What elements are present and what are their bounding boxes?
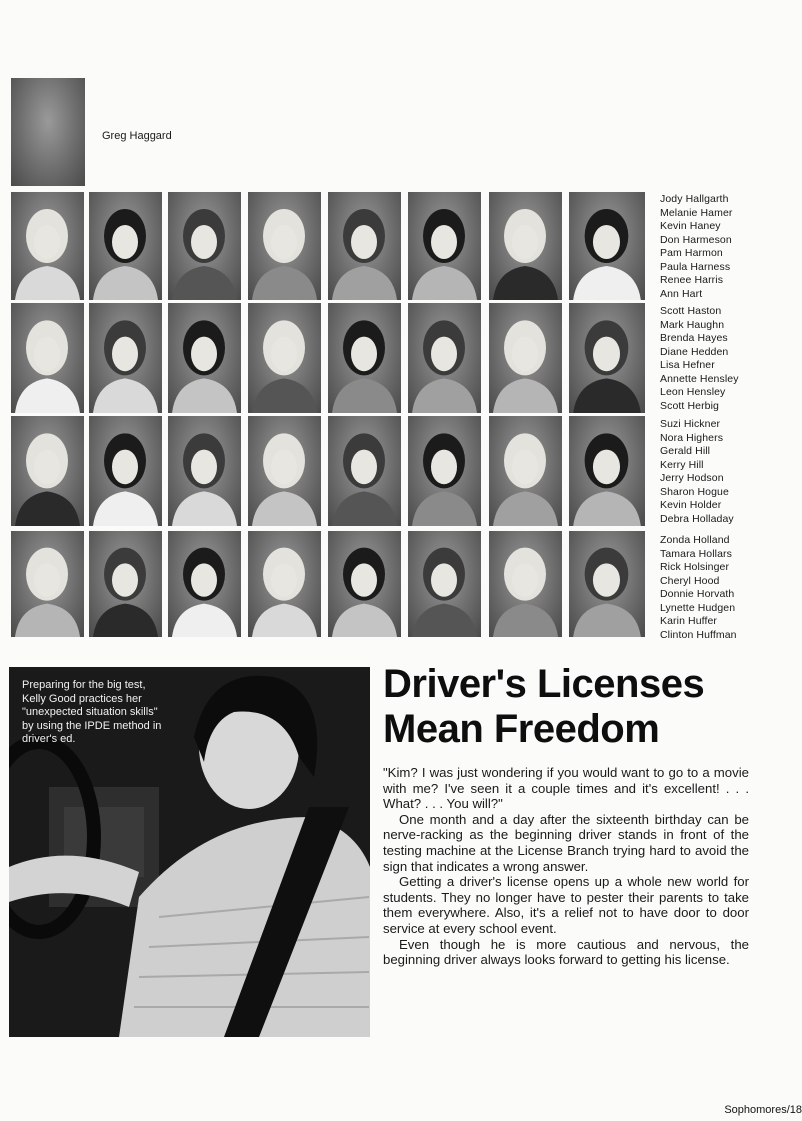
portrait-photo (408, 416, 481, 526)
portrait-photo (11, 192, 84, 300)
name-list-item: Annette Hensley (660, 372, 739, 385)
portrait-silhouette (569, 303, 645, 413)
article-headline (383, 662, 783, 752)
portrait-silhouette (89, 416, 162, 526)
portrait-silhouette (168, 531, 241, 637)
portrait-photo (489, 192, 562, 300)
headline-line-2: Mean Freedom (383, 707, 660, 751)
name-list-row-2 (660, 305, 739, 413)
portrait-silhouette (328, 531, 401, 637)
portrait-silhouette (11, 303, 84, 413)
article-paragraph: Getting a driver's license opens up a whole new world for students. They no longer have to pester their parents to take them everywhere. Also, it's a relief not to have door to door service at every school event. (383, 874, 749, 936)
portrait-photo (168, 192, 241, 300)
name-list-item: Karin Huffer (660, 615, 718, 627)
name-list-item: Donnie Horvath (660, 588, 735, 600)
portrait-photo (328, 303, 401, 413)
portrait-silhouette (248, 192, 321, 300)
caption-line: "unexpected situation skills" (22, 706, 158, 718)
name-list-row-4 (660, 534, 737, 642)
name-list-item: Pam Harmon (660, 247, 723, 259)
caption-line: Kelly Good practices her (22, 692, 142, 705)
caption-line: driver's ed. (22, 733, 76, 745)
name-list-item: Debra Holladay (660, 512, 734, 525)
name-list-item: Sharon Hogue (660, 485, 729, 498)
portrait-silhouette (489, 192, 562, 300)
portrait-silhouette (408, 192, 481, 300)
name-list-item: Leon Hensley (660, 386, 726, 398)
portrait-silhouette (569, 416, 645, 526)
portrait-silhouette (168, 303, 241, 413)
article-paragraph: "Kim? I was just wondering if you would want to go to a movie with me? I've seen it a couple times and it's excellent! . . . What? . . . You will?" (383, 765, 749, 812)
photo-caption (22, 679, 182, 747)
portrait-silhouette (489, 531, 562, 637)
portrait-photo (89, 303, 162, 413)
name-list-item: Don Harmeson (660, 233, 732, 246)
article-paragraph: Even though he is more cautious and nervous, the beginning driver always looks forward to getting his license. (383, 936, 749, 968)
portrait-photo (248, 531, 321, 637)
portrait-photo (168, 303, 241, 413)
name-list-item: Scott Herbig (660, 399, 719, 412)
portrait-photo (328, 416, 401, 526)
portrait-photo (89, 416, 162, 526)
portrait-photo (248, 416, 321, 526)
portrait-photo (89, 192, 162, 300)
portrait-silhouette (489, 303, 562, 413)
portrait-silhouette (11, 531, 84, 637)
name-list-row-1 (660, 193, 733, 301)
portrait-silhouette (11, 416, 84, 526)
portrait-silhouette (89, 531, 162, 637)
name-list-item: Diane Hedden (660, 345, 729, 358)
name-list-item: Jody Hallgarth (660, 193, 729, 205)
name-list-item: Ann Hart (660, 287, 703, 300)
portrait-photo (11, 303, 84, 413)
name-list-item: Kevin Haney (660, 220, 721, 232)
portrait-photo (248, 303, 321, 413)
name-list-item: Rick Holsinger (660, 561, 730, 573)
portrait-photo (569, 303, 645, 413)
name-list-item: Zonda Holland (660, 534, 730, 546)
portrait-photo (489, 531, 562, 637)
portrait-silhouette (248, 531, 321, 637)
name-list-item: Jerry Hodson (660, 472, 724, 484)
portrait-silhouette (569, 531, 645, 637)
name-list-item: Tamara Hollars (660, 547, 733, 560)
portrait-photo (408, 192, 481, 300)
portrait-silhouette (168, 192, 241, 300)
portrait-photo (11, 416, 84, 526)
portrait-photo (89, 531, 162, 637)
name-list-item: Kerry Hill (660, 458, 704, 471)
name-list-item: Mark Haughn (660, 318, 725, 331)
portrait-photo (328, 192, 401, 300)
name-list-item: Nora Highers (660, 431, 724, 444)
article-paragraph: One month and a day after the sixteenth birthday can be nerve-racking as the beginning driver stands in front of the testing machine at the License Branch trying hard to avoid the sign that indicates a wrong answer. (383, 811, 749, 874)
portrait-photo (489, 303, 562, 413)
name-list-item: Cheryl Hood (660, 574, 720, 587)
portrait-photo (408, 531, 481, 637)
portrait-silhouette (11, 192, 84, 300)
caption-line: Preparing for the big test, (22, 679, 146, 691)
name-list-item: Gerald Hill (660, 445, 711, 457)
portrait-photo (11, 531, 84, 637)
name-list-item: Renee Harris (660, 274, 724, 286)
portrait-silhouette (408, 303, 481, 413)
portrait-photo (569, 192, 645, 300)
name-list-item: Lisa Hefner (660, 359, 715, 371)
name-list-item: Clinton Huffman (660, 628, 737, 641)
portrait-silhouette (89, 303, 162, 413)
portrait-silhouette (168, 416, 241, 526)
portrait-silhouette (248, 416, 321, 526)
name-list-item: Brenda Hayes (660, 332, 728, 344)
name-list-row-3 (660, 418, 734, 526)
name-list-item: Melanie Hamer (660, 206, 733, 219)
portrait-silhouette (408, 531, 481, 637)
portrait-photo (489, 416, 562, 526)
name-list-item: Lynette Hudgen (660, 601, 736, 614)
portrait-photo (168, 416, 241, 526)
portrait-photo (328, 531, 401, 637)
caption-line: by using the IPDE method in (22, 719, 162, 732)
name-list-item: Paula Harness (660, 260, 731, 273)
name-list-item: Scott Haston (660, 305, 722, 317)
portrait-photo-solo (11, 78, 85, 186)
portrait-silhouette (248, 303, 321, 413)
portrait-photo (569, 416, 645, 526)
portrait-photo (168, 531, 241, 637)
portrait-silhouette (89, 192, 162, 300)
portrait-photo (569, 531, 645, 637)
portrait-photo (248, 192, 321, 300)
portrait-silhouette (328, 416, 401, 526)
article-body (383, 765, 749, 968)
portrait-silhouette (569, 192, 645, 300)
name-list-item: Kevin Holder (660, 499, 722, 511)
name-list-item: Suzi Hickner (660, 418, 721, 430)
page-folio: Sophomores/18 (724, 1104, 802, 1116)
portrait-silhouette (328, 192, 401, 300)
portrait-silhouette (408, 416, 481, 526)
portrait-silhouette (489, 416, 562, 526)
portrait-name: Greg Haggard (102, 130, 172, 142)
portrait-silhouette (328, 303, 401, 413)
portrait-photo (408, 303, 481, 413)
headline-line-1: Driver's Licenses (383, 662, 705, 706)
